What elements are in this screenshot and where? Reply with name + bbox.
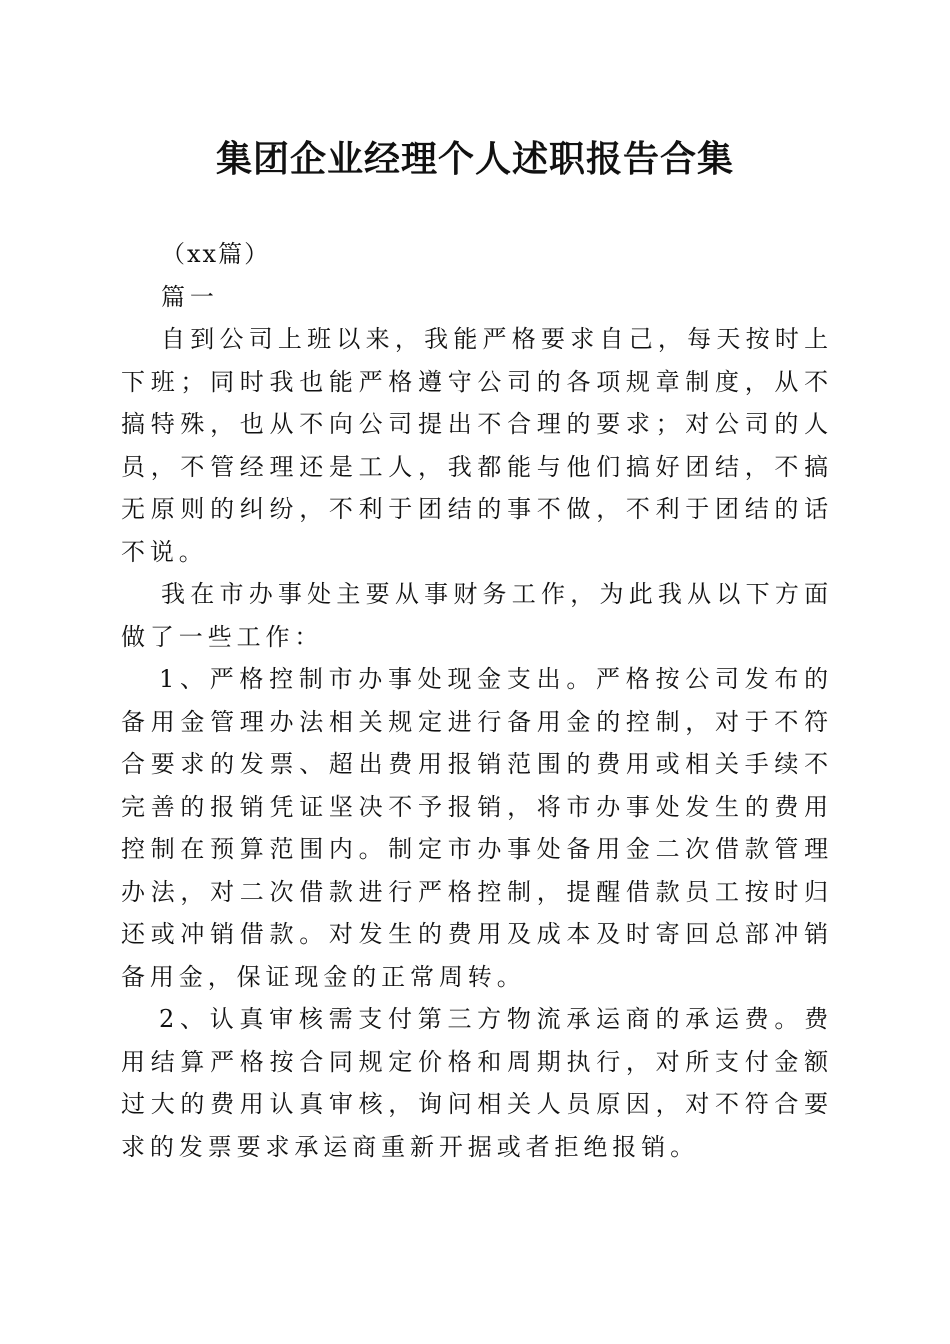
document-title: 集团企业经理个人述职报告合集	[215, 138, 734, 180]
document-body	[121, 233, 833, 1168]
paragraph: 2、认真审核需支付第三方物流承运商的承运费。费用结算严格按合同规定价格和周期执行，对所支付金额过大的费用认真审核，询问相关人员原因，对不符合要求的发票要求承运商重新开据或者拒绝报销。	[121, 1005, 833, 1161]
paragraph: 我在市办事处主要从事财务工作，为此我从以下方面做了一些工作：	[121, 580, 833, 651]
paragraph: 1、严格控制市办事处现金支出。严格按公司发布的备用金管理办法相关规定进行备用金的控制，对于不符合要求的发票、超出费用报销范围的费用或相关手续不完善的报销凭证坚决不予报销，将市办事处发生的费用控制在预算范围内。制定市办事处备用金二次借款管理办法，对二次借款进行严格控制，提醒借款员工按时归还或冲销借款。对发生的费用及成本及时寄回总部冲销备用金，保证现金的正常周转。	[121, 665, 833, 991]
paragraph: 自到公司上班以来，我能严格要求自己，每天按时上下班；同时我也能严格遵守公司的各项规章制度，从不搞特殊，也从不向公司提出不合理的要求；对公司的人员，不管经理还是工人，我都能与他们搞好团结，不搞无原则的纠纷，不利于团结的事不做，不利于团结的话不说。	[121, 325, 833, 566]
section-heading: 篇一	[161, 282, 219, 311]
subtitle-count: （xx篇）	[161, 240, 271, 268]
